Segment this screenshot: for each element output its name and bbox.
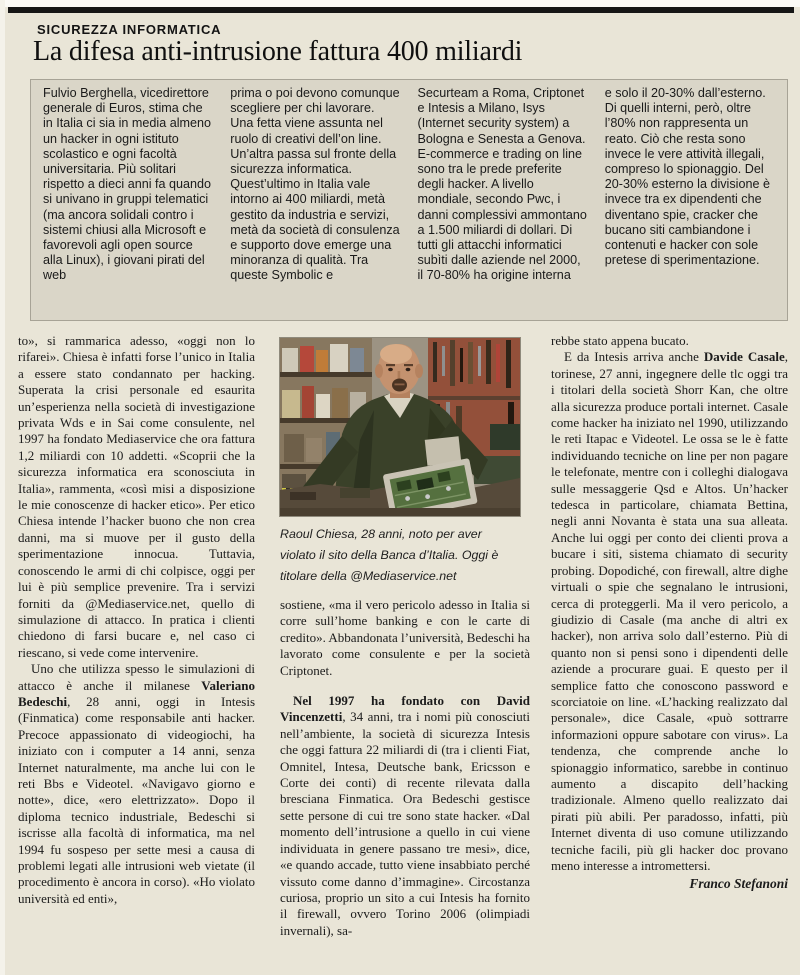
- text-run: , 28 anni, oggi in Intesis (Finmatica) come responsabile anti hacker. Precoce appassionato di videogiochi, ha iniziato con i computer a 14 anni, senza Internet naturalmente, ma anche lui con le reti Bbs e Videotel. «Navigavo giorno e notte», dice, «ero elettrizzato». Dopo il diploma tecnico industriale, Bedeschi si iscrisse alla facoltà di informatica, ma nel 1994 fu sospeso per sette mesi a causa di problemi legati alle intrusioni web vietate (il procedimento è ancora in corso). «Ho violato università ed enti»,: [18, 693, 255, 906]
- infobox-column-4: e solo il 20-30% dall’esterno. Di quelli interni, però, oltre l’80% non rappresenta un reato. Ciò che resta sono invece le vere attività illegali, compreso lo spionaggio. Del 20-30% esterno la divisione è invece tra ex dipendenti che diventano spie, cracker che bucano siti cambiandone i contenuti e hacker con sole pretese di sperimentazione.: [604, 86, 770, 268]
- byline: Franco Stefanoni: [689, 876, 788, 892]
- text-run: Uno che utilizza spesso le simulazioni di attacco è anche il milanese: [18, 661, 255, 693]
- paragraph: rebbe stato appena bucato.: [551, 333, 689, 348]
- infobox-column-3: Securteam a Roma, Criptonet e Intesis a Milano, Isys (Internet security system) a Bologna e Senesta a Genova. E-commerce e trading on line sono tra le prede preferite degli hacker. A livello mondiale, secondo Pwc, i danni complessivi ammontano a 1.500 miliardi di dollari. Di tutti gli attacchi informatici subìti dalle aziende nel 2000, il 70-80% ha origine interna: [417, 86, 587, 283]
- paragraph: [280, 693, 530, 939]
- paragraph: [551, 349, 788, 874]
- infobox-column-2: prima o poi devono comunque scegliere per chi lavorare. Una fetta viene assunta nel ruolo di creativi dell’on line. Un’altra passa sul fronte della sicurezza informatica. Quest’ultimo in Italia vale intorno ai 400 miliardi, metà gestito da industria e servizi, metà da società di consulenza e supporto dove emerge una minoranza di qualità. Tra queste Symbolic e: [230, 86, 400, 283]
- paragraph: [18, 661, 255, 907]
- scan-edge-left: [0, 0, 5, 975]
- photo-raoul-chiesa-workbench: [280, 338, 520, 516]
- photo-figure: [280, 338, 520, 587]
- article-column-right: [551, 333, 788, 893]
- photo-caption: Raoul Chiesa, 28 anni, noto per aver violato il sito della Banca d’Italia. Oggi è titolare della @Mediaservice.net: [280, 527, 499, 583]
- bold-name-valeriano-bedeschi: Valeriano Bedeschi: [18, 677, 255, 709]
- article-column-left: [18, 333, 255, 907]
- article-column-middle: [280, 597, 530, 939]
- section-kicker: SICUREZZA INFORMATICA: [37, 22, 222, 37]
- infobox: [30, 79, 788, 321]
- text-run: , 34 anni, tra i nomi più conosciuti nell’ambiente, la società di sicurezza Intesis che oggi fattura 22 miliardi di (tra i clienti Fiat, Omnitel, Intesa, Deutsche bank, Ericsson e Corte dei conti) di recente rilevata dalla bresciana Finmatica. Ora Bedeschi gestisce sette persone di cui tre sono state hacker. «Dal momento dell’intrusione a quello in cui viene individuata in genere passano tre mesi», dice, «e quando accade, tutto viene insabbiato perché vissuto come danno d’immagine». Circostanza curiosa, proprio un sito a cui Intesis ha fornito il firewall, ovvero Torino 2006 (olimpiadi invernali), sa-: [280, 709, 530, 938]
- infobox-column-1: Fulvio Berghella, vicedirettore generale di Euros, stima che in Italia ci sia in media almeno un hacker in ogni istituto scolastico e ogni facoltà universitaria. Più solitari rispetto a dieci anni fa quando si univano in gruppi telematici (ma ancora solidali contro i sistemi chiusi alla Microsoft e favorevoli agli open source alla Linux), i giovani pirati del web: [43, 86, 212, 283]
- paragraph: to», si rammarica adesso, «oggi non lo rifarei». Chiesa è infatti forse l’unico in Italia a essere stato condannato per hacking. Superata la crisi personale ed esaurita un’esperienza nella società di investigazione privata Wds e in Sai come consulente, nel 1997 ha fondato Mediaservice che ora fattura 1,2 miliardi con 10 addetti. «Scoprii che la sicurezza informatica era sconosciuta in Italia», rammenta, «così misi a disposizione le mie conoscenze di hacker etico». Per etico Chiesa intende l’hacker buono che non crea danni, ma si muove per il gusto della sperimentazione innocua. Tuttavia, conoscendo le armi di chi colpisce, oggi per lui è più semplice prevenire. Tra i servizi forniti da @Mediaservice.net, quello di simulazione di attacco. In pratica i clienti chiedono di farsi bucare e, nel caso ci riescano, si vede come intervenire.: [18, 333, 255, 660]
- bold-name-davide-casale: Davide Casale: [703, 349, 785, 365]
- top-rule: [8, 7, 794, 13]
- text-run: E da Intesis arriva anche: [564, 349, 704, 365]
- paragraph: sostiene, «ma il vero pericolo adesso in Italia si corre sull’home banking e con le carte di credito». Abbandonata l’università, Bedeschi ha lavorato come consulente e per la società Criptonet.: [280, 597, 530, 678]
- text-run: , torinese, 27 anni, ingegnere delle tlc oggi tra i titolari della società Shorr Kan, che oltre alla sicurezza produce portali internet. Casale come hacker ha iniziato nel 1990, utilizzando le reti Itapac e Videotel. Le ossa se le è fatte individuando tecniche on line per non pagare le telefonate, mentre con i colleghi dialogava sulle messaggerie Qsd e Altos. Un’hacker tedesca in particolare, chiamata Bettina, negli anni Novanta è stata una sua alleata. Anche lui oggi per conto dei clienti prova a bucare i siti, sistema chiamato di security probing. Dopodiché, con firewall, altre dighe virtuali o spie che segnalano le intrusioni, cerca di proteggerli. Ma il vero pericolo, a giudizio di Casale (ma anche di altri ex hacker), non arriva solo dall’esterno. Più di quanto non si pensi sono i dipendenti delle aziende a procurare guai. E questo per il semplice fatto che conoscono password e scorciatoie on line. «L’hacking realizzato dal personale», dice Casale, «può sottrarre informazioni oppure sabotare con virus». La tendenza, che comprende anche lo spionaggio informatico, sarebbe in continuo aumento a discapito dell’hacking tradizionale. Almeno quello realizzato dai pirati più abili. Per paradosso, infatti, più Internet diventa di uso comune utilizzando tecniche facili, più gli hacker doc provano meno interesse a intromettersi.: [551, 349, 788, 873]
- bold-lead-david-vincenzetti: Nel 1997 ha fondato con David Vincenzetti: [280, 693, 530, 725]
- headline: La difesa anti-intrusione fattura 400 miliardi: [33, 36, 523, 67]
- scan-edge-top: [0, 0, 800, 7]
